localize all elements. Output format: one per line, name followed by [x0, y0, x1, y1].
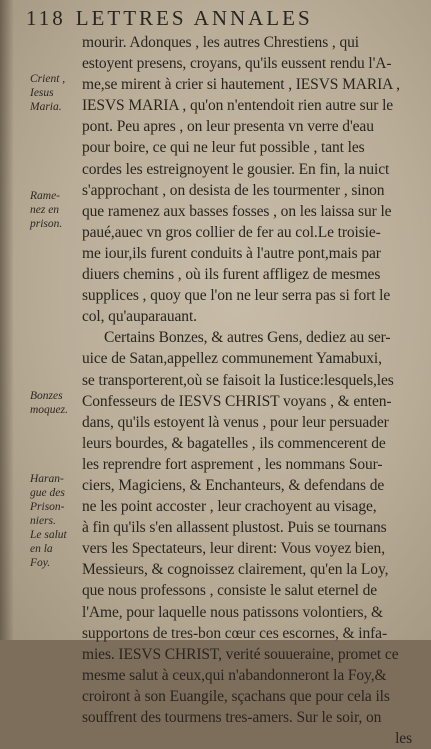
- margin-note-line: prison.: [30, 218, 63, 230]
- text-line: Messieurs, & cognoissez clairement, qu'en la Loy,: [82, 561, 389, 579]
- margin-note-line: Bonzes: [30, 390, 63, 402]
- page-header: [26, 5, 426, 31]
- text-line: l'Ame, pour laquelle nous patissons volontiers, &: [82, 603, 383, 621]
- text-line: que nous professons , consiste le salut eternel de: [82, 582, 378, 600]
- text-line: diuers chemins , où ils furent affligez de mesmes: [82, 266, 381, 284]
- text-line: me,se mirent à crier si hautement , IESVS MARIA ,: [82, 76, 400, 94]
- margin-note-line: moquez.: [30, 404, 69, 416]
- margin-note-line: Haran-: [30, 473, 64, 485]
- text-line: pour boire, ce qui ne leur fut possible , tant les: [82, 139, 365, 157]
- text-line: supplices , quoy que l'on ne leur serra pas si fort le: [82, 287, 391, 305]
- text-line: ne les point accoster , leur crachoyent au visage,: [82, 498, 377, 516]
- text-line: Confesseurs de IESVS CHRIST voyans , & enten-: [82, 392, 392, 410]
- margin-note-line: Crient ,: [30, 73, 66, 85]
- catchword: les: [395, 730, 412, 748]
- running-title: LETTRES ANNALES: [75, 6, 313, 30]
- text-line: que ramenez aux basses fosses , on les laissa sur le: [82, 202, 392, 220]
- text-line: mourir. Adonques , les autres Chrestiens , qui: [82, 34, 359, 51]
- text-line: pont. Peu apres , on leur presenta vn verre d'eau: [82, 118, 374, 136]
- text-line: se transporterent,où se faisoit la Iustice:lesquels,les: [82, 371, 394, 389]
- margin-note: [30, 189, 84, 231]
- margin-note-line: en la: [30, 543, 53, 555]
- margin-note-line: gue des: [30, 487, 65, 499]
- text-line: vers les Spectateurs, leur dirent: Vous voyez bien,: [82, 540, 385, 558]
- margin-note-line: nez en: [30, 204, 60, 216]
- text-line: leurs bourdes, & bagatelles , ils commencerent de: [82, 434, 386, 452]
- margin-note-line: Prison-: [30, 501, 65, 513]
- margin-note: [30, 389, 84, 417]
- text-line: à fin qu'ils s'en allassent plustost. Puis se tournans: [82, 519, 387, 537]
- text-line: paué,auec vn gros collier de fer au col.Le troisie-: [82, 223, 381, 241]
- margin-note-line: Rame-: [30, 190, 61, 202]
- text-line: me iour,ils furent conduits à l'autre pont,mais par: [82, 244, 381, 262]
- text-line: IESVS MARIA , qu'on n'entendoit rien autre sur le: [82, 97, 394, 115]
- margin-note-line: Foy.: [30, 557, 51, 569]
- text-line: dans, qu'ils estoyent là venus , pour leur persuader: [82, 413, 389, 431]
- text-line: estoyent presens, croyans, qu'ils eussent rendu l'A-: [82, 55, 392, 73]
- text-line: croiront à son Euangile, sçachans que pour cela ils: [82, 687, 390, 705]
- body-text: [82, 32, 412, 749]
- margin-note: [30, 472, 84, 570]
- margin-note-line: Maria.: [30, 101, 62, 113]
- text-line: col, qu'auparauant.: [82, 308, 197, 326]
- text-line: les reprendre fort asprement , les nommans Sour-: [82, 455, 383, 473]
- margin-note-line: Le salut: [30, 529, 67, 541]
- text-line: s'approchant , on desista de les tourmenter , sinon: [82, 181, 385, 199]
- margin-note-line: niers.: [30, 515, 56, 527]
- text-line: mesme salut à ceux,qui n'abandonneront la Foy,&: [82, 666, 387, 684]
- text-line: souffrent des tourmens tres-amers. Sur le soir, on: [82, 709, 382, 726]
- text-line: ciers, Magiciens, & Enchanteurs, & defendans de: [82, 476, 385, 494]
- text-line: Certains Bonzes, & autres Gens, dediez au ser-: [104, 329, 391, 347]
- margin-note: [30, 72, 84, 114]
- text-line: mies. IESVS CHRIST, verité souueraine, promet ce: [82, 645, 399, 663]
- text-line: cordes les estreignoyent le gousier. En fin, la nuict: [82, 160, 390, 178]
- page-number: 118: [26, 6, 66, 30]
- text-line: uice de Satan,appellez communement Yamabuxi,: [82, 350, 382, 368]
- margin-note-line: Iesus: [30, 87, 54, 99]
- text-line: supportons de tres-bon cœur ces escornes, & infa-: [82, 624, 388, 642]
